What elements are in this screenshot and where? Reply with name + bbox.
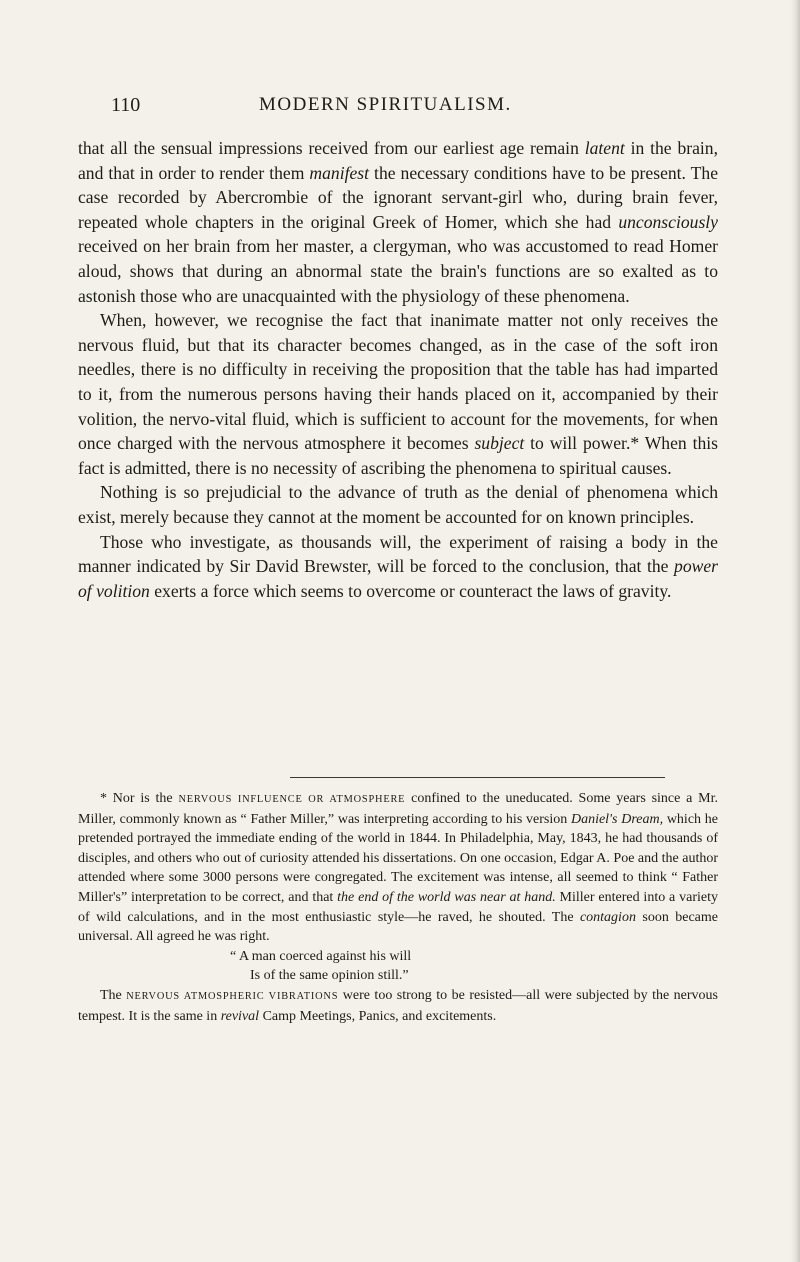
italic-run: the end of the world was near at hand. [337,889,556,905]
text-run: received on her brain from her master, a clergyman, who was accustomed to read Homer aloud, shows that during an abnormal state the brain's functions are so exalted as to astonish those who are unacquainted with the physiology of these phenomena. [78,236,718,306]
italic-run: latent [584,138,625,158]
paragraph-3: Nothing is so prejudicial to the advance of truth as the denial of phenomena which exist, merely because they cannot at the moment be accounted for on known principles. [78,482,718,527]
italic-run: unconsciously [618,211,718,232]
body-text [78,136,718,603]
text-run: * Nor is the [100,791,179,806]
verse-line-2: Is of the same opinion still.” [250,968,409,984]
text-run: exerts a force which seems to overcome or counteract the laws of gravity. [149,580,672,601]
italic-run: subject [474,433,525,454]
running-title: MODERN SPIRITUALISM. [259,94,512,115]
text-run: The [100,987,127,1003]
text-run: When, however, we recognise the fact that inanimate matter not only receives the nervous fluid, but that its character becomes changed, as in the case of the soft iron needles, there is no difficulty in receiving the proposition that the table has had imparted to it, from the numerous persons having their hands placed on it, accompanied by their volition, the nervo-vital fluid, which is sufficient to account for the movements, for when once charged with the nervous atmosphere it becomes [78,310,718,454]
italic-run: revival [220,1008,260,1024]
paragraph-2 [78,308,718,480]
italic-run: manifest [309,162,370,183]
text-run: the necessary conditions have to be present. The case recorded by Abercrombie of the ignorant servant-girl who, during brain fever, repeated whole chapters in the original Greek of Homer, which she had [78,162,718,232]
footnote-paragraph-2 [78,986,718,1026]
paragraph-1 [78,136,718,308]
footnote [78,789,718,1026]
text-run: Miller entered into a variety of wild calculations, and in the most enthusiastic style—he raved, he shouted. The [78,889,718,925]
text-run: were too strong to be resisted—all were subjected by the nervous tempest. It is the same in [78,987,718,1024]
text-run: in the brain, and that in order to render them [78,138,718,183]
italic-run: power of volition [78,556,718,601]
footnote-paragraph-1 [78,789,718,947]
footnote-divider [290,777,665,778]
page-number: 110 [111,94,141,116]
page-edge-shadow [791,0,800,1262]
page-header [111,94,731,120]
verse-line-1: “ A man coerced against his will [230,948,412,964]
italic-run: Daniel's Dream, [570,811,664,827]
text-run: which he pretended portrayed the immediate ending of the world in 1844. In Philadelphia, May, 1843, he had thousands of disciples, and others who out of curiosity attended his dissertations. On one occasion, Edgar A. Poe and the author attended where some 3000 persons were congregated. The excitement was intense, all seemed to think “ Father Miller's” interpretation to be correct, and that [78,811,718,905]
paragraph-4 [78,530,718,604]
italic-run: contagion [579,909,636,925]
text-run: that all the sensual impressions received from our earliest age remain [78,138,585,158]
text-run: Those who investigate, as thousands will, the experiment of raising a body in the manner indicated by Sir David Brewster, will be forced to the conclusion, that the [78,531,718,577]
small-caps-run: NERVOUS INFLUENCE OR ATMOSPHERE [178,794,406,805]
text-run: to will power.* When this fact is admitted, there is no necessity of ascribing the phenomena to spiritual causes. [78,433,718,478]
text-run: confined to the uneducated. Some years since a Mr. Miller, commonly known as “ Father Miller,” was interpreting according to his version [78,791,718,827]
text-run: Camp Meetings, Panics, and excitements. [259,1008,497,1024]
small-caps-run: NERVOUS ATMOSPHERIC VIBRATIONS [126,990,339,1002]
text-run: soon became universal. All agreed he was right. [78,909,718,945]
